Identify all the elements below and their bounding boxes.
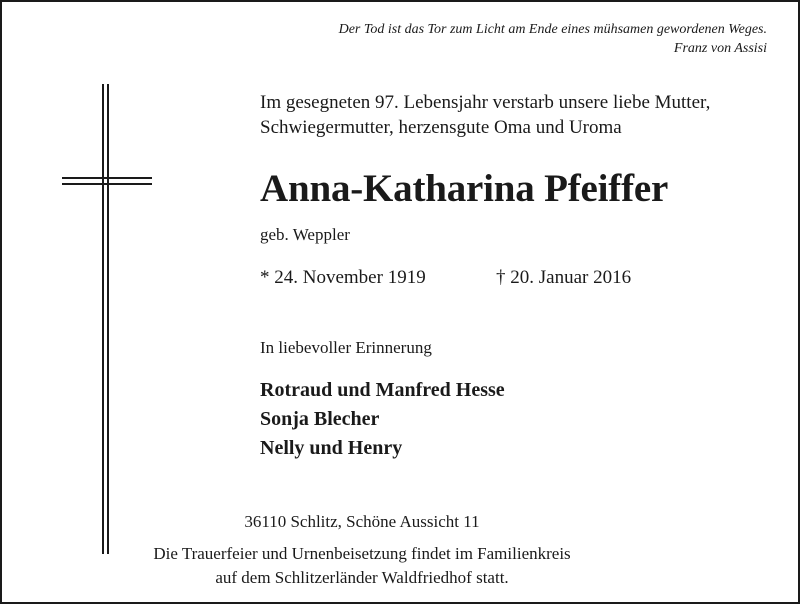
mourner-item: Rotraud und Manfred Hesse bbox=[260, 379, 505, 401]
mourners-list bbox=[260, 376, 505, 463]
intro-line-2: Schwiegermutter, herzensgute Oma und Uroma bbox=[260, 117, 622, 138]
epigraph-author: Franz von Assisi bbox=[673, 41, 767, 56]
maiden-name: geb. Weppler bbox=[260, 225, 350, 244]
announcement-intro bbox=[260, 90, 710, 140]
service-info-line-2: auf dem Schlitzerländer Waldfriedhof statt. bbox=[215, 568, 509, 587]
death-date: † 20. Januar 2016 bbox=[496, 267, 632, 288]
mourner-item: Nelly und Henry bbox=[260, 437, 403, 459]
epigraph bbox=[339, 20, 767, 58]
epigraph-text: Der Tod ist das Tor zum Licht am Ende eines mühsamen gewordenen Weges. bbox=[338, 22, 767, 37]
address: 36110 Schlitz, Schöne Aussicht 11 bbox=[244, 512, 480, 531]
intro-line-1: Im gesegneten 97. Lebensjahr verstarb unsere liebe Mutter, bbox=[260, 92, 711, 113]
life-dates bbox=[260, 266, 680, 290]
birth-date: * 24. November 1919 bbox=[260, 267, 426, 288]
deceased-name: Anna-Katharina Pfeiffer bbox=[260, 167, 669, 210]
cross-icon bbox=[62, 84, 152, 554]
memory-line: In liebevoller Erinnerung bbox=[260, 338, 432, 357]
service-info-line-1: Die Trauerfeier und Urnenbeisetzung findet im Familienkreis bbox=[153, 544, 571, 563]
mourner-item: Sonja Blecher bbox=[260, 408, 380, 430]
